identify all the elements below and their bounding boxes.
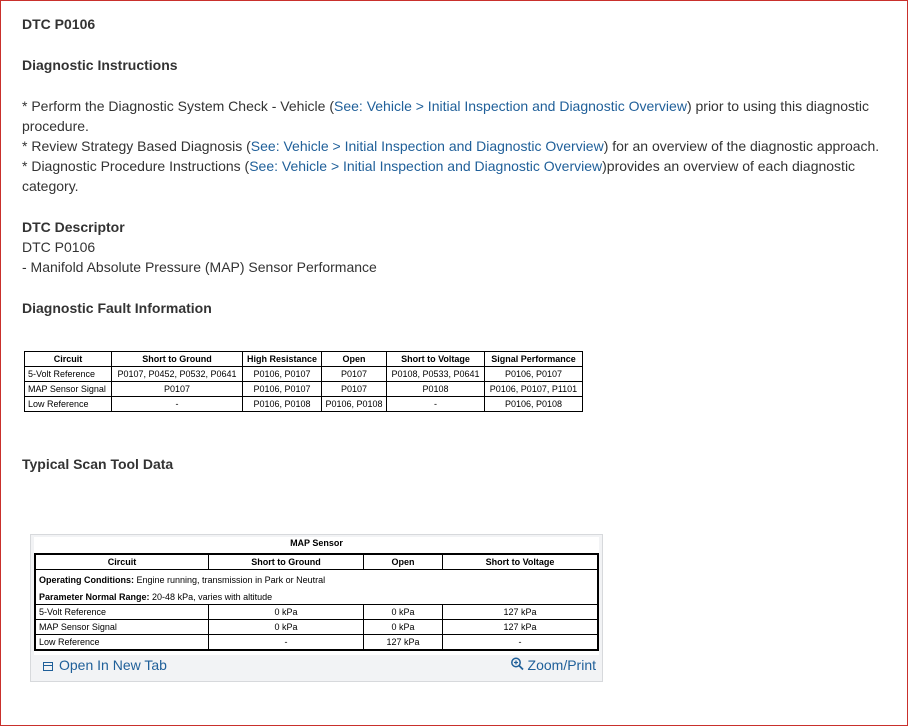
instruction-item-1: * Perform the Diagnostic System Check - Vehicle (See: Vehicle > Initial Inspection and Diagnostic Overview) prior to using this diagnostic procedure. xyxy=(22,98,870,134)
table-cell: 5-Volt Reference xyxy=(25,367,112,382)
table-cell: P0106, P0108 xyxy=(485,397,583,412)
scan-table xyxy=(34,553,599,651)
col-header: Circuit xyxy=(25,352,112,367)
col-header: High Resistance xyxy=(243,352,322,367)
table-cell: P0106, P0107, P1101 xyxy=(485,382,583,397)
operating-conditions-row xyxy=(35,570,598,591)
fault-table xyxy=(24,351,583,412)
zoom-print-button[interactable]: Zoom/Print xyxy=(510,657,596,673)
table-cell: P0106, P0108 xyxy=(243,397,322,412)
col-header: Signal Performance xyxy=(485,352,583,367)
table-header-row xyxy=(35,554,598,570)
table-row xyxy=(35,635,598,651)
col-header: Open xyxy=(364,554,443,570)
table-cell: 0 kPa xyxy=(209,605,364,620)
table-cell: 127 kPa xyxy=(443,605,599,620)
fault-info-heading: Diagnostic Fault Information xyxy=(22,300,212,316)
col-header: Circuit xyxy=(35,554,209,570)
table-cell: - xyxy=(112,397,243,412)
table-cell: 0 kPa xyxy=(364,605,443,620)
col-header: Short to Voltage xyxy=(443,554,599,570)
table-cell: P0107 xyxy=(322,367,387,382)
table-cell: P0107 xyxy=(322,382,387,397)
table-row xyxy=(35,605,598,620)
table-cell: P0106, P0107 xyxy=(243,367,322,382)
col-header: Short to Voltage xyxy=(387,352,485,367)
operating-conditions: Operating Conditions: Engine running, transmission in Park or Neutral xyxy=(35,570,598,591)
table-cell: 127 kPa xyxy=(364,635,443,651)
table-cell: P0108, P0533, P0641 xyxy=(387,367,485,382)
figure-action-bar xyxy=(31,655,602,677)
table-row xyxy=(35,620,598,635)
instruction-link-2[interactable]: See: Vehicle > Initial Inspection and Diagnostic Overview xyxy=(250,138,604,154)
table-cell: 5-Volt Reference xyxy=(35,605,209,620)
document-content xyxy=(1,1,907,474)
col-header: Short to Ground xyxy=(112,352,243,367)
col-header: Short to Ground xyxy=(209,554,364,570)
scan-tool-heading: Typical Scan Tool Data xyxy=(22,456,174,472)
table-cell: P0107 xyxy=(112,382,243,397)
table-cell: - xyxy=(387,397,485,412)
instruction-link-3[interactable]: See: Vehicle > Initial Inspection and Diagnostic Overview xyxy=(249,158,603,174)
table-cell: P0107, P0452, P0532, P0641 xyxy=(112,367,243,382)
table-row xyxy=(25,367,583,382)
table-cell: 127 kPa xyxy=(443,620,599,635)
dtc-code: DTC P0106 xyxy=(22,239,96,255)
table-cell: Low Reference xyxy=(35,635,209,651)
open-tab-icon xyxy=(43,662,53,671)
table-row xyxy=(25,397,583,412)
table-cell: P0106, P0107 xyxy=(243,382,322,397)
scan-table-container xyxy=(34,537,599,655)
dtc-descriptor-heading: DTC Descriptor xyxy=(22,219,125,235)
table-cell: P0108 xyxy=(387,382,485,397)
table-cell: - xyxy=(209,635,364,651)
instruction-item-3: * Diagnostic Procedure Instructions (See: Vehicle > Initial Inspection and Diagnostic Overview)provides an overview of each diagnostic category. xyxy=(22,158,856,194)
table-cell: MAP Sensor Signal xyxy=(35,620,209,635)
table-row xyxy=(25,382,583,397)
instruction-link-1[interactable]: See: Vehicle > Initial Inspection and Diagnostic Overview xyxy=(334,98,687,114)
col-header: Open xyxy=(322,352,387,367)
scan-table-title: MAP Sensor xyxy=(290,538,343,548)
table-cell: Low Reference xyxy=(25,397,112,412)
diagnostic-instructions-heading: Diagnostic Instructions xyxy=(22,57,178,73)
table-cell: P0106, P0108 xyxy=(322,397,387,412)
table-header-row xyxy=(25,352,583,367)
parameter-normal-range: Parameter Normal Range: 20-48 kPa, varies with altitude xyxy=(35,590,598,605)
normal-range-row xyxy=(35,590,598,605)
table-cell: 0 kPa xyxy=(209,620,364,635)
dtc-description: - Manifold Absolute Pressure (MAP) Sensor Performance xyxy=(22,259,377,275)
instruction-item-2: * Review Strategy Based Diagnosis (See: Vehicle > Initial Inspection and Diagnostic Overview) for an overview of the diagnostic approach. xyxy=(22,138,880,154)
table-cell: - xyxy=(443,635,599,651)
table-cell: MAP Sensor Signal xyxy=(25,382,112,397)
scan-tool-figure xyxy=(30,534,603,682)
page-title: DTC P0106 xyxy=(22,16,96,32)
open-in-new-tab-button[interactable]: Open In New Tab xyxy=(43,657,167,673)
table-cell: 0 kPa xyxy=(364,620,443,635)
table-cell: P0106, P0107 xyxy=(485,367,583,382)
zoom-icon xyxy=(510,657,526,671)
